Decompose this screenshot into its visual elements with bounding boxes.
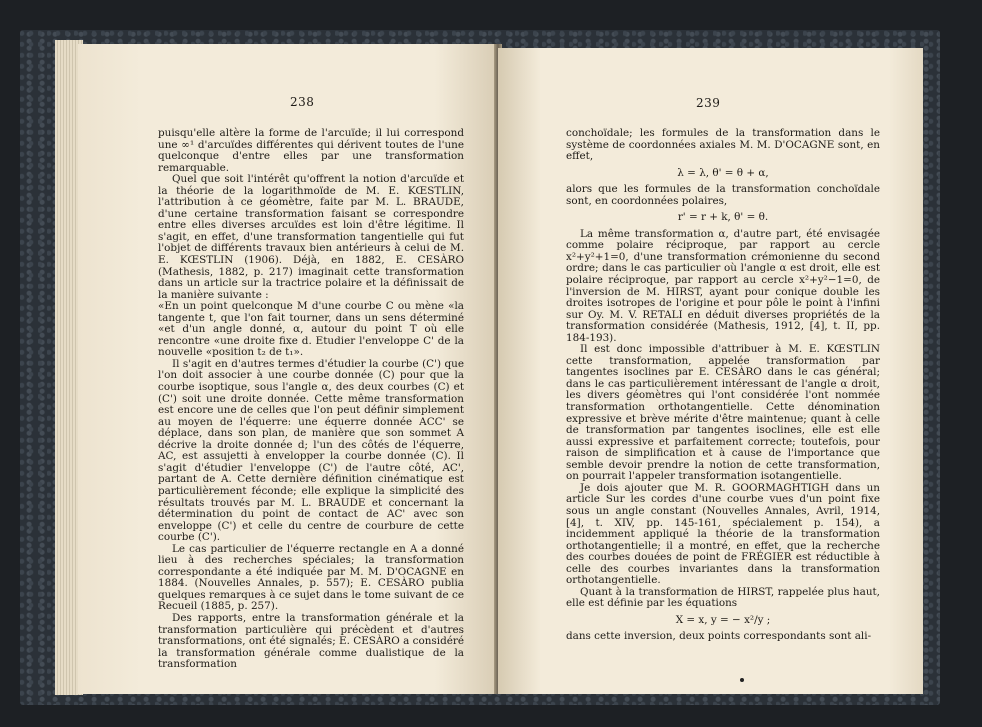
paragraph: Je dois ajouter que M. R. GOORMAGHTIGH dans un article Sur les cordes d'une courbe vues d'un point fixe sous un angle constant (Nouvelles Annales, Avril, 1914, [4], t. XIV, pp. 145-161, spécialement p. 154), a incidemment appliqué la théorie de la transformation orthotangentielle; il a montré, en effet, que la recherche des courbes douées de point de FRÉGIER est réductible à celle des courbes invariantes dans la transformation orthotangentielle.: [566, 481, 880, 587]
formula: X = x, y = − x²/y ;: [675, 613, 771, 626]
formula: λ = λ, θ' = θ + α,: [677, 166, 769, 179]
page-number: 239: [696, 96, 721, 110]
ink-dot: [740, 678, 744, 682]
paragraph: Quel que soit l'intérêt qu'offrent la notion d'arcuïde et la théorie de la logarithmoïde de M. E. KŒSTLIN, l'attribution à ce géomètre, faite par M. L. BRAUDE, d'une certaine transformation faisant se correspondre entre elles diverses arcuïdes est loin d'être légitime. Il s'agit, en effet, d'une transformation tangentielle qui fut l'objet de différents travaux bien antérieurs à celui de M. E. KŒSTLIN (1906). Déjà, en 1882, E. CESÀRO (Mathesis, 1882, p. 217) imaginait cette transformation dans un article sur la tractrice polaire et la définissait de la manière suivante :: [158, 173, 464, 301]
right-page: [498, 48, 923, 694]
page-body: [158, 128, 464, 671]
paragraph: conchoïdale; les formules de la transformation dans le système de coordonnées axiales M. M. D'OCAGNE sont, en effet,: [566, 127, 880, 163]
paragraph: Le cas particulier de l'équerre rectangle en A a donné lieu à des recherches spéciales; la transformation correspondante a été indiquée par M. M. D'OCAGNE en 1884. (Nouvelles Annales, p. 557); E. CESÀRO publia quelques remarques à ce sujet dans le tome suivant de ce Recueil (1885, p. 257).: [158, 542, 464, 613]
quote-paragraph: «En un point quelconque M d'une courbe C ou mène «la tangente t, que l'on fait tourner, dans un sens déterminé «et d'un angle donné, α, autour du point T où elle rencontre «une droite fixe d. Etudier l'enveloppe C' de la nouvelle «position t₂ de t₁».: [158, 300, 464, 359]
page-number: 238: [290, 95, 315, 109]
paragraph: Il est donc impossible d'attribuer à M. E. KŒSTLIN cette transformation, appelée transformation par tangentes isoclines par E. CESÀRO dans le cas général; dans le cas particulièrement intéressant de l'angle α droit, les divers géomètres qui l'ont considérée l'ont nommée transformation orthotangentielle. Cette dénomination expressive et brève mérite d'être maintenue; quant à celle de transformation par tangentes isoclines, elle est elle aussi expressive et parfaitement correcte; toutefois, pour raison de simplification et à cause de l'importance que semble devoir prendre la notion de cette transformation, on pourrait l'appeler transformation isotangentielle.: [566, 343, 880, 483]
formula: r' = r + k, θ' = θ.: [677, 211, 769, 224]
paragraph: Quant à la transformation de HIRST, rappelée plus haut, elle est définie par les équations: [566, 585, 880, 610]
paragraph: dans cette inversion, deux points correspondants sont ali-: [566, 630, 872, 643]
left-page: [78, 44, 498, 694]
paragraph: Des rapports, entre la transformation générale et la transformation particulière qui précèdent et d'autres transformations, ont été signalés; E. CESÀRO a considéré la transformation générale comme dualistique de la transformation: [158, 611, 464, 671]
paragraph: puisqu'elle altère la forme de l'arcuïde; il lui correspond une ∞¹ d'arcuïdes différentes qui dérivent toutes de l'une quelconque d'entre elles par une transformation remarquable.: [158, 127, 464, 174]
page-body: [566, 128, 880, 643]
paragraph: alors que les formules de la transformation conchoïdale sont, en coordonnées polaires,: [566, 183, 880, 207]
paragraph: La même transformation α, d'autre part, été envisagée comme polaire réciproque, par rapport au cercle x²+y²+1=0, d'une transformation crémonienne du second ordre; dans le cas particulier où l'angle α est droit, elle est polaire réciproque, par rapport au cercle x²+y²−1=0, de l'inversion de M. HIRST, ayant pour conique double les droites isotropes de l'origine et pour pôle le point à l'infini sur Oy. M. V. RETALI en déduit diverses propriétés de la transformation considérée (Mathesis, 1912, [4], t. II, pp. 184-193).: [566, 227, 880, 344]
paragraph: Il s'agit en d'autres termes d'étudier la courbe (C') que l'on doit associer à une courbe donnée (C) pour que la courbe isoptique, sous l'angle α, des deux courbes (C) et (C') soit une droite donnée. Cette même transformation est encore une de celles que l'on peut définir simplement au moyen de l'équerre: une équerre donnée ACC' se déplace, dans son plan, de manière que son sommet A décrive la droite donnée d; l'un des côtés de l'équerre, AC, est assujetti à envelopper la courbe donnée (C). Il s'agit d'étudier l'enveloppe (C') de l'autre côté, AC', partant de A. Cette dernière définition cinématique est particulièrement féconde; elle explique la simplicité des résultats trouvés par M. L. BRAUDE et concernant la détermination du point de contact de AC' avec son enveloppe (C') et celle du centre de courbure de cette courbe (C').: [158, 357, 464, 544]
